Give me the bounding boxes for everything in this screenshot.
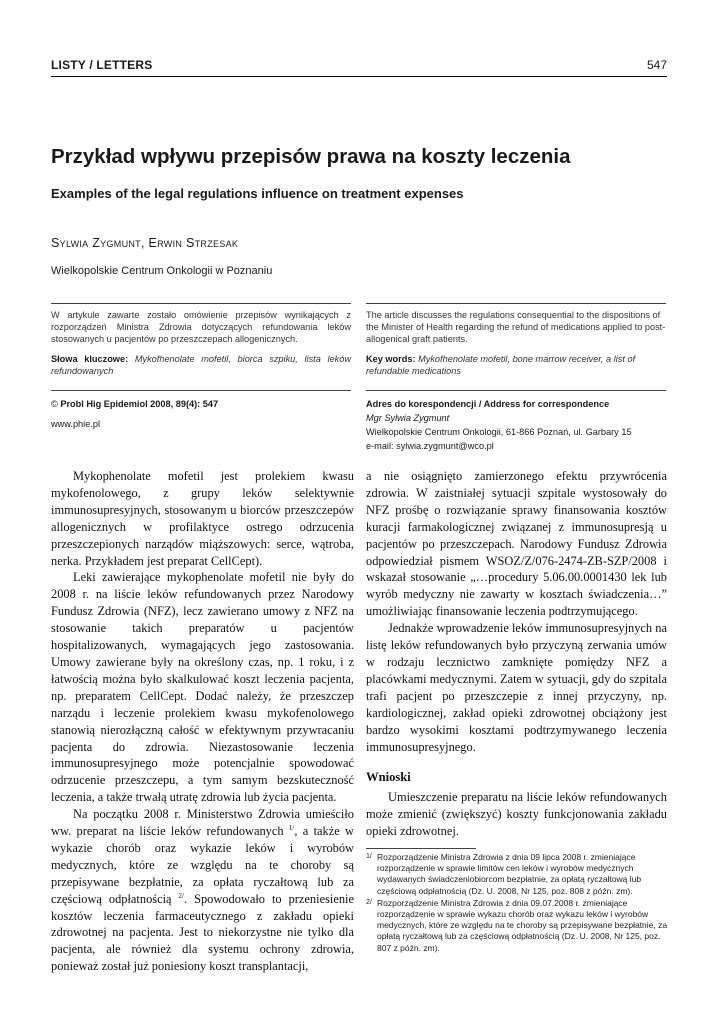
keywords-en-list: Mykofhenolate mofetil, bone marrow receiver, a list of refundable medications: [366, 353, 636, 376]
body-paragraph: Leki zawierające mykophenolate mofetil nie były do 2008 r. na liście leków refundowanych przez Narodowy Fundusz Zdrowia (NFZ), lecz zawierano umowy z NFZ na stosowanie takich preparatów u pacjentów hospitalizowanych, wymagających jego zastosowania. Umowy zawierane były na określony czas, np. 1 roku, i z łatwością można było skalkulować koszt leczenia pacjenta, np. preparatem CellCept. Dodać należy, że przeszczep narządu i leczenie prolekiem kwasu mykofenolowego stanowią nierozłączną całość w efektywnym przywracaniu pacjenta do zdrowia. Niezastosowanie leczenia immunosupresyjnego może potencjalnie spowodować odrzucenie przeszczepu, a tym samym bezskuteczność leczenia, a także trwałą utratę zdrowia lub życia pacjenta.: [51, 570, 354, 805]
keywords-pl-label: Słowa kluczowe:: [51, 353, 129, 364]
keywords-en-label: Key words:: [366, 353, 416, 364]
keywords-pl: [51, 353, 351, 377]
footnote-divider: [366, 848, 476, 849]
page-header: [51, 58, 667, 78]
correspondence-block: [366, 397, 666, 453]
body-paragraph: Jednakże wprowadzenie leków immunosupresyjnych na listę leków refundowanych było przyczyną zerwania umów w rodzaju lecznictwo zamknięte pomiędzy NFZ a placówkami medycznymi. Zatem w sytuacji, gdy do szpitala trafi pacjent po przeszczepie z innej przyczyny, np. kardiologicznej, zakład opieki zdrowotnej obciążony jest bardzo wysokimi kosztami podtrzymywanego leczenia immunosupresyjnego.: [366, 621, 667, 754]
citation-block: [51, 397, 351, 431]
article-title: Przykład wpływu przepisów prawa na koszty leczenia: [51, 145, 571, 168]
footnote-ref-1[interactable]: 1/: [288, 823, 295, 832]
citation: [51, 397, 351, 411]
text-span: , a także w wykazie chorób oraz wykazie leków i wyrobów medycznych, które ze względu na te choroby są przepisywane bezpłatnie, za opłata ryczałtową lub za częściową odpłatnością: [51, 824, 355, 906]
footnote-ref-2[interactable]: 2/: [178, 891, 184, 900]
body-paragraph: [51, 806, 354, 975]
footnote: [366, 852, 668, 897]
abstract-english: [366, 309, 666, 377]
body-column-left: [51, 468, 354, 975]
citation-rule: [51, 390, 351, 391]
footnote-mark: 1/: [366, 853, 372, 860]
abstract-polish: [51, 309, 351, 377]
abstract-pl-top-rule: [51, 303, 351, 304]
keywords-pl-list: Mykofhenolate mofetil, biorca szpiku, lista leków refundowanych: [51, 353, 352, 376]
text-span: Na początku 2008 r. Ministerstwo Zdrowia umieściło ww. preparat na liście leków refundowanych: [51, 807, 354, 839]
body-paragraph: a nie osiągnięto zamierzonego efektu przywrócenia zdrowia. W zaistniałej sytuacji szpitale wystosowały do NFZ prośbę o rozwiązanie sprawy finansowania kosztów kuracji farmakologicznej związanej z immunosupresją u pacjentów po przeszczepach. Narodowy Fundusz Zdrowia odpowiedział pismem WSOZ/Z/076-2474-ZB-SZP/2008 i wskazał stosowanie „…procedury 5.06.00.0001430 lek lub wyrób medyczny nie zawarty w kosztach świadczenia…” umożliwiając finansowanie leczenia podtrzymującego.: [366, 469, 667, 619]
correspondence-address: Wielkopolskie Centrum Onkologii, 61-866 Poznań, ul. Garbary 15: [366, 427, 632, 437]
journal-website-link[interactable]: www.phie.pl: [51, 419, 101, 429]
abstract-en-text: The article discusses the regulations consequential to the dispositions of the Minister of Health regarding the refund of medications applied to post-allogenical graft patients.: [366, 310, 666, 345]
body-paragraph: Umieszczenie preparatu na liście leków refundowanych może zmienić (zwiększyć) koszty funkcjonowania zakładu opieki zdrowotnej.: [366, 790, 667, 839]
correspondence-email-link[interactable]: e-mail: sylwia.zygmunt@wco.pl: [366, 441, 494, 451]
authors: Sylwia Zygmunt, Erwin Strzesak: [51, 236, 239, 250]
correspondence-rule: [366, 390, 666, 391]
correspondence-label: Adres do korespondencji / Address for correspondence: [366, 399, 610, 409]
section-label: LISTY / LETTERS: [51, 58, 153, 72]
footnote: [366, 898, 668, 954]
affiliation: Wielkopolskie Centrum Onkologii w Poznaniu: [51, 265, 273, 277]
citation-text: Probl Hig Epidemiol 2008, 89(4): 547: [60, 399, 219, 409]
footnote-text: Rozporządzenie Ministra Zdrowia z dnia 09.07.2008 r. zmieniające rozporządzenie w sprawie wykazu chorób oraz wykazu leków i wyrobów medycznych, które ze względu na te choroby są przepisywane bezpłatnie, za opłatą ryczałtową lub za częściową odpłatnością (Dz. U. 2008, Nr 125, poz. 807 z późn. zm).: [377, 897, 668, 953]
keywords-en: [366, 353, 666, 377]
copyright-symbol: ©: [51, 399, 58, 409]
abstract-pl-text: W artykule zawarte zostało omówienie przepisów wynikających z rozporządzeń Ministra Zdrowia dotyczących refundowania leków stosowanych u pacjentów po przeszczepach allogenicznych.: [51, 310, 351, 345]
text-span: . Spowodowało to przeniesienie kosztów leczenia farmaceutycznego z zakładu opieki zdrowotnej na pacjenta. Jest to niekorzystne nie tylko dla pacjenta, ale również dla systemu ochrony zdrowia, ponieważ został już poniesiony koszt transplantacji,: [51, 891, 354, 974]
conclusions-heading: Wnioski: [366, 770, 411, 785]
body-column-right: [366, 468, 667, 840]
footnotes: [366, 852, 668, 955]
correspondence-name: Mgr Sylwia Zygmunt: [366, 413, 450, 423]
article-subtitle: Examples of the legal regulations influence on treatment expenses: [51, 186, 464, 201]
body-paragraph: Mykophenolate mofetil jest prolekiem kwasu mykofenolowego, z grupy leków selektywnie immunosupresyjnych, stosowanym u biorców przeszczepów allogenicznych w profilaktyce ostrego odrzucenia przeszczepionych narządów miąższowych: serce, wątroba, nerka. Przykładem jest preparat CellCept).: [51, 469, 354, 568]
footnote-mark: 2/: [366, 898, 372, 906]
header-divider: [51, 76, 667, 77]
abstract-en-top-rule: [366, 303, 666, 304]
page-number: 547: [646, 58, 667, 72]
footnote-text: Rozporządzenie Ministra Zdrowia z dnia 09 lipca 2008 r. zmieniające rozporządzenie w sprawie limitów cen leków i wyrobów medycznych wydawanych świadczeniobiorcom bezpłatnie, za opłatą ryczałtową lub częściową odpłatnością (Dz. U. 2008, Nr 125, poz. 808 z późn. zm).: [377, 852, 642, 896]
